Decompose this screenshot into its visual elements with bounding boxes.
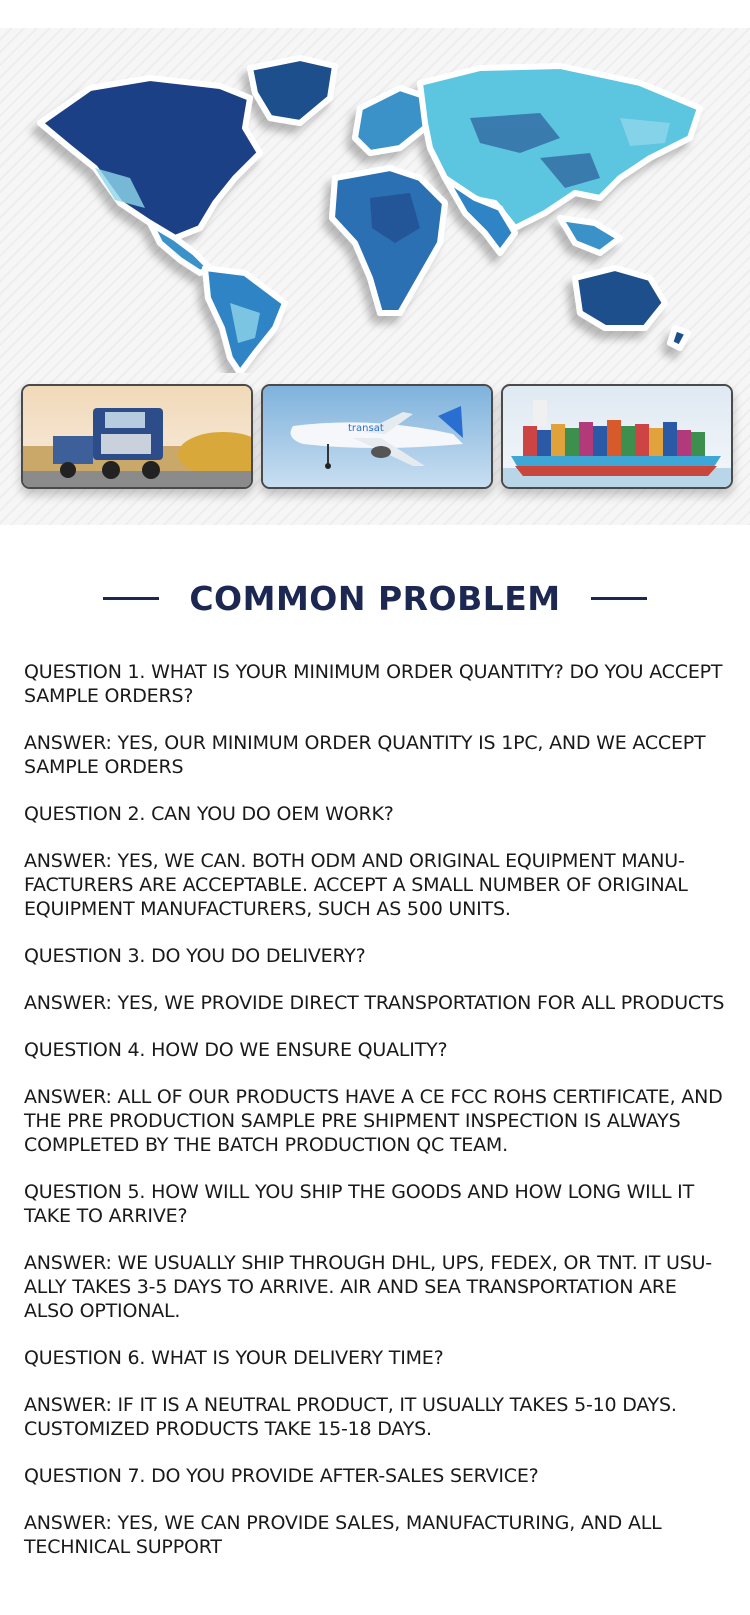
- truck-photo: [21, 384, 253, 489]
- section-title: COMMON PROBLEM: [189, 578, 561, 618]
- faq-answer: ANSWER: YES, WE CAN PROVIDE SALES, MANUFACTURING, AND ALL TECHNICAL SUPPORT: [24, 1512, 662, 1558]
- faq-question: QUESTION 4. HOW DO WE ENSURE QUALITY?: [24, 1039, 448, 1061]
- hero-banner: [0, 0, 750, 525]
- faq-answer: ANSWER: IF IT IS A NEUTRAL PRODUCT, IT USUALLY TAKES 5-10 DAYS. CUSTOMIZED PRODUCTS TAKE 15-18 DAYS.: [24, 1394, 677, 1440]
- faq-list: [24, 660, 730, 1582]
- airplane-photo: [261, 384, 493, 489]
- faq-question: QUESTION 2. CAN YOU DO OEM WORK?: [24, 803, 394, 825]
- faq-question: QUESTION 5. HOW WILL YOU SHIP THE GOODS AND HOW LONG WILL IT TAKE TO ARRIVE?: [24, 1181, 694, 1227]
- faq-answer: ANSWER: ALL OF OUR PRODUCTS HAVE A CE FCC ROHS CERTIFICATE, AND THE PRE PRODUCTION SAMPLE PRE SHIPMENT INSPECTION IS ALWAYS COMPLETED BY THE BATCH PRODUCTION QC TEAM.: [24, 1086, 723, 1156]
- svg-text:transat: transat: [348, 423, 384, 434]
- top-margin: [0, 0, 750, 28]
- faq-answer: ANSWER: YES, WE PROVIDE DIRECT TRANSPORTATION FOR ALL PRODUCTS: [24, 992, 725, 1014]
- faq-question: QUESTION 1. WHAT IS YOUR MINIMUM ORDER QUANTITY? DO YOU ACCEPT SAMPLE ORDERS?: [24, 661, 723, 707]
- faq-answer: ANSWER: YES, WE CAN. BOTH ODM AND ORIGINAL EQUIPMENT MANUFACTURERS ARE ACCEPTABLE. ACCEPT A SMALL NUMBER OF ORIGINAL EQUIPMENT MANUFACTURERS, SUCH AS 500 UNITS.: [24, 850, 688, 920]
- faq-question: QUESTION 3. DO YOU DO DELIVERY?: [24, 945, 366, 967]
- heading-left-rule: [103, 597, 159, 600]
- heading-right-rule: [591, 597, 647, 600]
- ship-photo: [501, 384, 733, 489]
- faq-question: QUESTION 7. DO YOU PROVIDE AFTER-SALES SERVICE?: [24, 1465, 539, 1487]
- faq-answer: ANSWER: YES, OUR MINIMUM ORDER QUANTITY IS 1PC, AND WE ACCEPT SAMPLE ORDERS: [24, 732, 706, 778]
- faq-answer: ANSWER: WE USUALLY SHIP THROUGH DHL, UPS, FEDEX, OR TNT. IT USUALLY TAKES 3-5 DAYS TO ARRIVE. AIR AND SEA TRANSPORTATION ARE ALSO OPTIONAL.: [24, 1252, 713, 1322]
- world-map-illustration: [0, 28, 750, 373]
- faq-question: QUESTION 6. WHAT IS YOUR DELIVERY TIME?: [24, 1347, 444, 1369]
- section-heading: [0, 578, 750, 618]
